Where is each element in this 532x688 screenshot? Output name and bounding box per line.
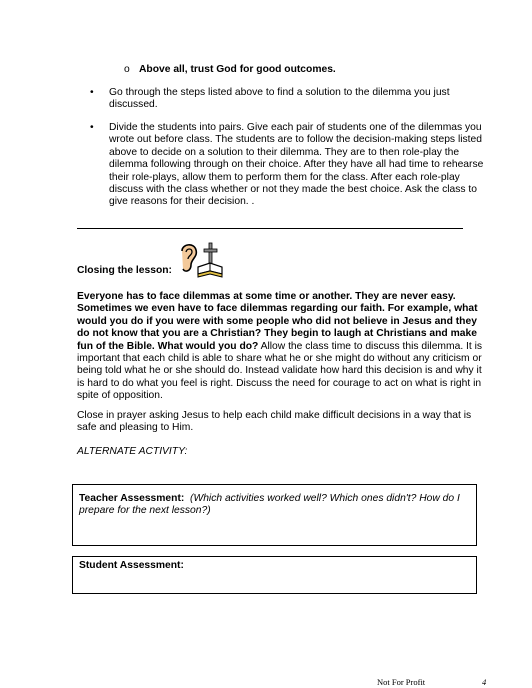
closing-bold-text: Everyone has to face dilemmas at some time or another. They are never easy. Sometimes we even have to face dilemmas regarding our faith. For example, what would you do if you were with some people who did not believe in Jesus and they do not know that you are a Christian? They begin to laugh at Christians and make fun of the Bible. What would you do? — [77, 291, 478, 352]
student-assessment-box[interactable] — [72, 556, 477, 594]
student-assessment-label: Student Assessment: — [79, 560, 184, 571]
ear-cross-bible-icon — [176, 241, 226, 279]
teacher-assessment-box[interactable] — [72, 484, 477, 546]
page-number: 4 — [482, 677, 487, 687]
horizontal-divider — [77, 228, 463, 229]
teacher-assessment-hint: (Which activities worked well? Which ones didn't? How do I prepare for the next lesson?) — [79, 493, 460, 517]
bullet-text: Divide the students into pairs. Give each pair of students one of the dilemmas you wrote out before class. The students are to follow the decision-making steps listed above to decide on a solution to their dilemma. They are to then role-play the dilemma following through on their choice. After they have all had time to rehearse their role-plays, allow them to perform them for the class. After each role-play discuss with the class whether or not they made the best choice. Ask the class to give reasons for their decision. . — [109, 122, 484, 208]
teacher-assessment-label: Teacher Assessment: — [79, 493, 185, 504]
footer-not-for-profit: Not For Profit — [377, 677, 426, 687]
closing-normal-text: Allow the class time to discuss this dilemma. It is important that each child is able to share what he or she might do without any criticism or being told what he or she should do. Instead validate how hard this decision is and why it is hard to do what you feel is right. Discuss the need for courage to act on what is right in spite of opposition. — [77, 340, 483, 402]
closing-paragraph — [77, 291, 487, 403]
bullet-marker: • — [90, 87, 94, 98]
alternate-activity-heading: ALTERNATE ACTIVITY: — [77, 446, 188, 457]
closing-prayer-paragraph: Close in prayer asking Jesus to help each child make difficult decisions in a way that is safe and pleasing to Him. — [77, 410, 472, 434]
ear-and-bible-icon — [176, 241, 226, 279]
bullet-text: Go through the steps listed above to find a solution to the dilemma you just discussed. — [109, 87, 450, 111]
closing-lesson-heading: Closing the lesson: — [77, 265, 172, 276]
bullet-marker: • — [90, 122, 94, 133]
sub-bullet-marker: o — [124, 64, 130, 75]
sub-bullet-text: Above all, trust God for good outcomes. — [139, 64, 336, 75]
